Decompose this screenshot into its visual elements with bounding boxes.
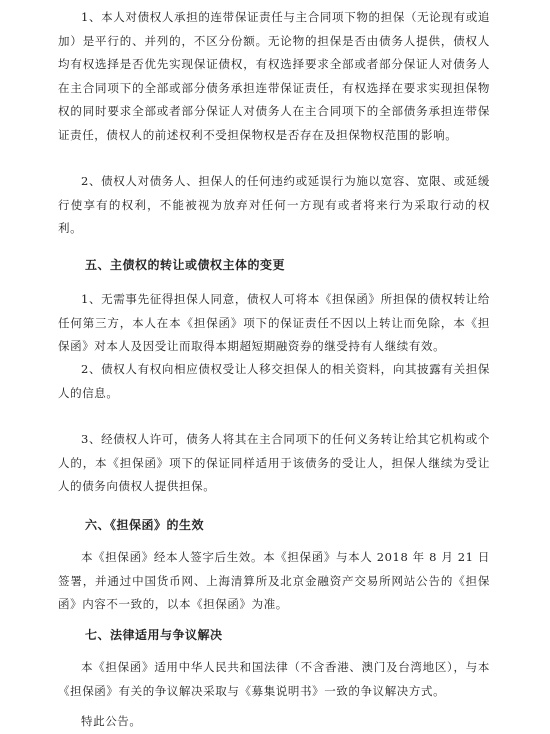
closing-statement: 特此公告。 — [81, 714, 142, 728]
section-heading-5: 五、主债权的转让或债权主体的变更 — [85, 258, 286, 272]
clause5-paragraph-1: 1、无需事先征得担保人同意，债权人可将本《担保函》所担保的债权转让给任何第三方，本人在本《担保函》项下的保证责任不因以上转让而免除，本《担保函》对本人及因受让而取得本期超短期融资券的继受持有人继续有效。 — [58, 292, 490, 353]
clause5-paragraph-3: 3、经债权人许可，债务人将其在主合同项下的任何义务转让给其它机构或个人的，本《担保函》项下的保证同样适用于该债务的受让人，担保人继续为受让人的债务向债权人提供担保。 — [58, 432, 490, 493]
clause4-paragraph-1: 1、本人对债权人承担的连带保证责任与主合同项下物的担保（无论现有或追加）是平行的、并列的，不区分份额。无论物的担保是否由债务人提供，债权人均有权选择是否优先实现保证债权，有权选择要求全部或者部分保证人对债务人在主合同项下的全部或部分债务承担连带保证责任，有权选择在要求实现担保物权的同时要求全部或者部分保证人对债务人在主合同项下的全部债务承担连带保证责任，债权人的前述权利不受担保物权是否存在及担保物权范围的影响。 — [58, 10, 490, 142]
clause4-paragraph-2: 2、债权人对债务人、担保人的任何违约或延误行为施以宽容、宽限、或延缓行使享有的权利，不能被视为放弃对任何一方现有或者将来行为采取行动的权利。 — [58, 174, 490, 235]
section-heading-6: 六、《担保函》的生效 — [85, 518, 205, 532]
clause7-paragraph-1: 本《担保函》适用中华人民共和国法律（不含香港、澳门及台湾地区），与本《担保函》有关的争议解决采取与《募集说明书》一致的争议解决方式。 — [58, 660, 490, 698]
clause5-paragraph-2: 2、债权人有权向相应债权受让人移交担保人的相关资料，向其披露有关担保人的信息。 — [58, 362, 490, 400]
clause6-paragraph-1: 本《担保函》经本人签字后生效。本《担保函》与本人 2018 年 8 月 21 日签署，并通过中国货币网、上海清算所及北京金融资产交易所网站公告的《担保函》内容不一致的，以本《担保函》为准。 — [58, 550, 490, 611]
section-heading-7: 七、法律适用与争议解决 — [85, 628, 223, 642]
